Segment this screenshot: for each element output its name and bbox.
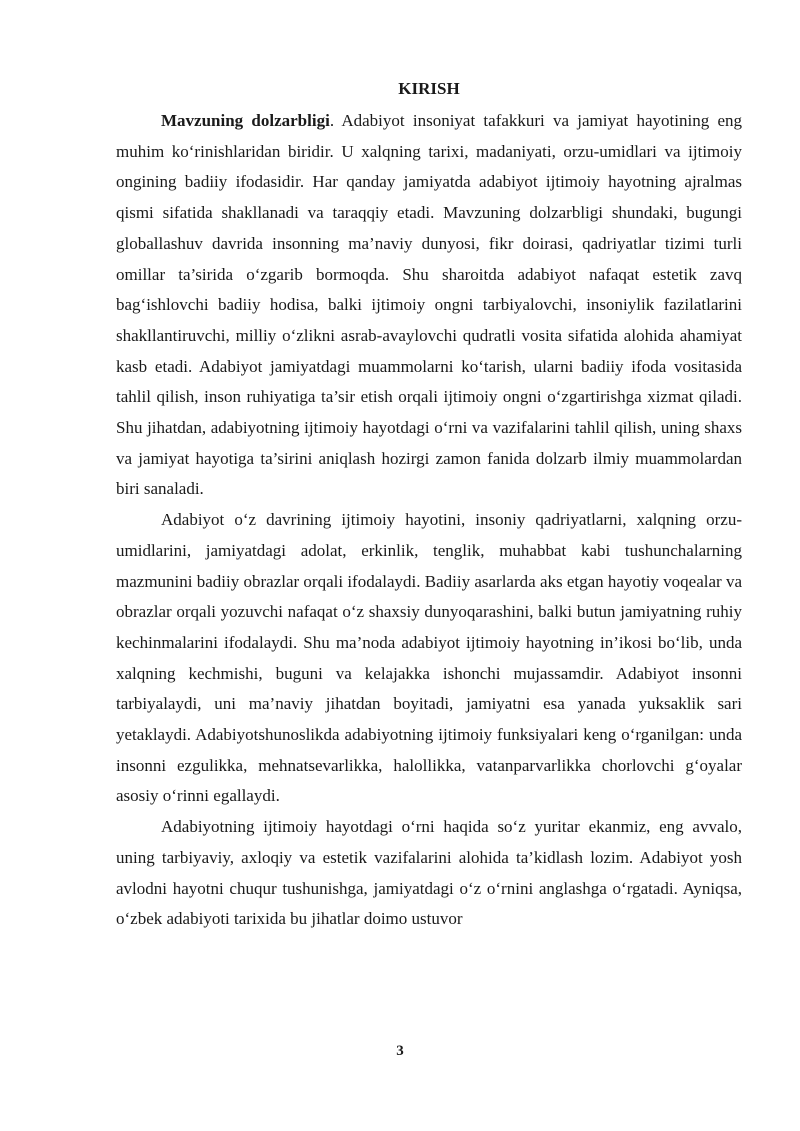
paragraph-literature-role: Adabiyotning ijtimoiy hayotdagi o‘rni haqida so‘z yuritar ekanmiz, eng avvalo, uning tarbiyaviy, axloqiy va estetik vazifalarini alohida ta’kidlash lozim. Adabiyot yosh avlodni hayotni chuqur tushunishga, jamiyatdagi o‘z o‘rnini anglashga o‘rgatadi. Ayniqsa, o‘zbek adabiyoti tarixida bu jihatlar doimo ustuvor (116, 817, 742, 929)
document-page (116, 74, 742, 935)
page-number: 3 (396, 1043, 404, 1059)
section-heading: KIRISH (398, 79, 460, 98)
paragraph-lead: Mavzuning dolzarbligi (161, 111, 330, 130)
paragraph-text: . Adabiyot insoniyat tafakkuri va jamiyat hayotining eng muhim ko‘rinishlaridan biridir. U xalqning tarixi, madaniyati, orzu-umidlari va ijtimoiy ongining badiiy ifodasidir. Har qanday jamiyatda adabiyot ijtimoiy hayotning ajralmas qismi sifatida shakllanadi va taraqqiy etadi. Mavzuning dolzarbligi shundaki, bugungi globallashuv davrida insonning ma’naviy dunyosi, fikr doirasi, qadriyatlar tizimi turli omillar ta’sirida o‘zgarib bormoqda. Shu sharoitda adabiyot nafaqat estetik zavq bag‘ishlovchi badiiy hodisa, balki ijtimoiy ongni tarbiyalovchi, insoniylik fazilatlarini shakllantiruvchi, milliy o‘zlikni asrab-avaylovchi qudratli vosita sifatida alohida ahamiyat kasb etadi. Adabiyot jamiyatdagi muammolarni ko‘tarish, ularni badiiy ifoda vositasida tahlil qilish, inson ruhiyatiga ta’sir etish orqali ijtimoiy ongni o‘zgartirishga xizmat qiladi. Shu jihatdan, adabiyotning ijtimoiy hayotdagi o‘rni va vazifalarini tahlil qilish, uning shaxs va jamiyat hayotiga ta’sirini aniqlash hozirgi zamon fanida dolzarb ilmiy muammolardan biri sanaladi. (116, 111, 742, 499)
paragraph-literature-society: Adabiyot o‘z davrining ijtimoiy hayotini, insoniy qadriyatlarni, xalqning orzu-umidlarini, jamiyatdagi adolat, erkinlik, tenglik, muhabbat kabi tushunchalarning mazmunini badiiy obrazlar orqali ifodalaydi. Badiiy asarlarda aks etgan hayotiy voqealar va obrazlar orqali yozuvchi nafaqat o‘z shaxsiy dunyoqarashini, balki butun jamiyatning ruhiy kechinmalarini ifodalaydi. Shu ma’noda adabiyot ijtimoiy hayotning in’ikosi bo‘lib, unda xalqning kechmishi, buguni va kelajakka ishonchi mujassamdir. Adabiyot insonni tarbiyalaydi, uni ma’naviy jihatdan boyitadi, jamiyatni esa yanada yuksaklik sari yetaklaydi. Adabiyotshunoslikda adabiyotning ijtimoiy funksiyalari keng o‘rganilgan: unda insonni ezgulikka, mehnatsevarlikka, halollikka, vatanparvarlikka chorlovchi g‘oyalar asosiy o‘rinni egallaydi. (116, 510, 742, 806)
paragraph-relevance (116, 106, 742, 505)
